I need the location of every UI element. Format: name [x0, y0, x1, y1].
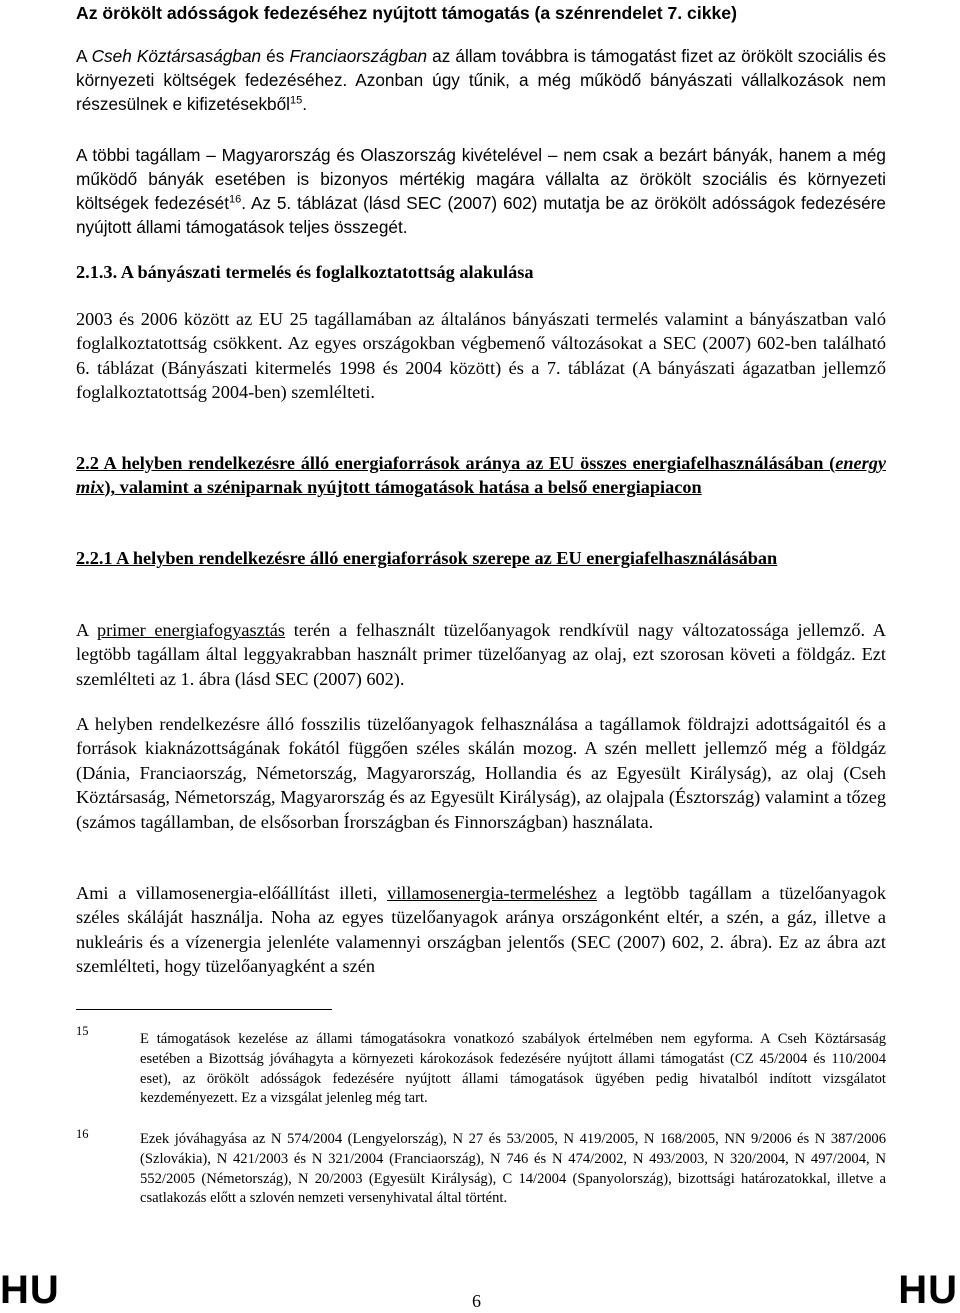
footnote-number: 15 [76, 1024, 89, 1038]
text-run: A [76, 46, 92, 66]
text-run: és [261, 46, 290, 66]
language-code-left: HU [0, 1268, 60, 1312]
text-run: a legtöbb tagállam a tüzelőanyagok széles skáláját használja. Noha az egyes tüzelőanyagok aránya országonként eltér, a szén, a gáz, illetve a nukleáris és a vízenergia jelenléte valamennyi országban jelentős (SEC (2007) 602, 2. ábra). Ez az ábra azt szemlélteti, hogy tüzelőanyagként a szén [76, 883, 886, 977]
text-run: az állam továbbra is támogatást fizet az örökölt szociális és környezeti költségek fedezéséhez. Azonban úgy tűnik, a még működő bányászati vállalkozások nem részesülnek e kifizetésekből [76, 46, 887, 114]
footnote-separator [76, 1009, 332, 1010]
heading-text: ), valamint a széniparnak nyújtott támogatások hatása a belső energiapiacon [104, 477, 702, 498]
paragraph-fossil-fuels: A helyben rendelkezésre álló fosszilis tüzelőanyagok felhasználása a tagállamok földrajzi adottságaitól és a források kiaknázottságának fokától függően széles skálán mozog. A szén mellett jellemző még a földgáz (Dánia, Franciaország, Németország, Magyarország, Hollandia és az Egyesült Királyság), az olaj (Cseh Köztársaság, Németország, Magyarország és az Egyesült Királyság), az olajpala (Észtország) valamint a tőzeg (számos tagállamban, de elsősorban Írországban és Finnországban) használata. [76, 714, 886, 832]
footnote-ref[interactable]: 15 [290, 94, 303, 107]
text-run: Ami a villamosenergia-előállítást illeti, [76, 883, 388, 903]
heading-term: energy mix [76, 453, 886, 498]
text-run: terén a felhasznált tüzelőanyagok rendkívül nagy változatossága jellemző. A legtöbb tagállam által leggyakrabban használt primer tüzelőanyag az olaj, ezt szorosan követi a földgáz. Ezt szemlélteti az 1. ábra (lásd SEC (2007) 602). [76, 620, 886, 689]
paragraph-other-member-states [76, 143, 886, 239]
text-run: A [76, 620, 97, 640]
footnote-16: Ezek jóváhagyása az N 574/2004 (Lengyelország), N 27 és 53/2005, N 419/2005, N 168/2005, NN 9/2006 és N 387/2006 (Szlovákia), N 421/2003 és N 321/2004 (Franciaország), N 746 és N 474/2002, N 493/2003, N 320/2004, N 497/2004, N 552/2005 (Németország), N 20/2003 (Egyesült Királyság), C 14/2004 (Spanyolország), bizottsági határozatokkal, illetve a csatlakozás előtt a szlovén nemzeti versenyhivatal által történt. [140, 1131, 886, 1207]
footnote-number: 16 [76, 1127, 89, 1141]
heading-text: 2.2.1 A helyben rendelkezésre álló energiaforrások szerepe az EU energiafelhasználásában [76, 548, 778, 568]
page-number: 6 [472, 1291, 481, 1311]
paragraph-electricity-generation [76, 881, 886, 979]
heading-text: 2.2 A helyben rendelkezésre álló energiaforrások aránya az EU összes energiafelhasználásában ( [76, 453, 836, 473]
text-run: . [302, 94, 308, 114]
section-heading-local-energy-sources [76, 546, 886, 570]
footnote-ref[interactable]: 16 [229, 193, 242, 206]
text-run: A többi tagállam – Magyarország és Olaszország kivételével – nem csak a bezárt bányák, hanem a még működő bányák esetében is bizonyos mértékig magára vállalta az örökölt szociális és környezeti költségek fedezését [76, 145, 886, 213]
primary-energy-link[interactable]: primer energiafogyasztás [96, 620, 286, 640]
footnote-15: E támogatások kezelése az állami támogatásokra vonatkozó szabályok értelmében nem egyforma. A Cseh Köztársaság esetében a Bizottság jóváhagyta a környezeti károkozások fedezésére nyújtott állami támogatást (CZ 45/2004 és 110/2004 eset), az örökölt adósságok fedezésére nyújtott állami támogatások ügyében pedig hivatalból indított vizsgálatot kezdeményezett. Ez a vizsgálat jelenleg még tart. [140, 1031, 886, 1107]
text-run: . Az 5. táblázat (lásd SEC (2007) 602) mutatja be az örökölt adósságok fedezésére nyújtott állami támogatások teljes összegét. [76, 193, 886, 237]
country-name: Franciaországban [289, 46, 428, 66]
section-heading-mining-production: 2.1.3. A bányászati termelés és foglalkoztatottság alakulása [76, 262, 534, 282]
language-code-right: HU [898, 1268, 958, 1312]
paragraph-primary-energy [76, 618, 886, 691]
paragraph-inherited-debts-cz-fr [76, 44, 886, 116]
electricity-generation-link[interactable]: villamosenergia-termeléshez [387, 883, 597, 903]
section-heading-inherited-debts: Az örökölt adósságok fedezéséhez nyújtott támogatás (a szénrendelet 7. cikke) [76, 3, 737, 23]
section-heading-energy-mix [76, 451, 886, 500]
paragraph-mining-production: 2003 és 2006 között az EU 25 tagállamában az általános bányászati termelés valamint a bányászatban való foglalkoztatottság csökkent. Az egyes országokban végbemenő változásokat a SEC (2007) 602-ben található 6. táblázat (Bányászati kitermelés 1998 és 2004 között) és a 7. táblázat (A bányászati ágazatban jellemző foglalkoztatottság 2004-ben) szemlélteti. [76, 309, 886, 403]
country-name: Cseh Köztársaságban [91, 46, 262, 66]
